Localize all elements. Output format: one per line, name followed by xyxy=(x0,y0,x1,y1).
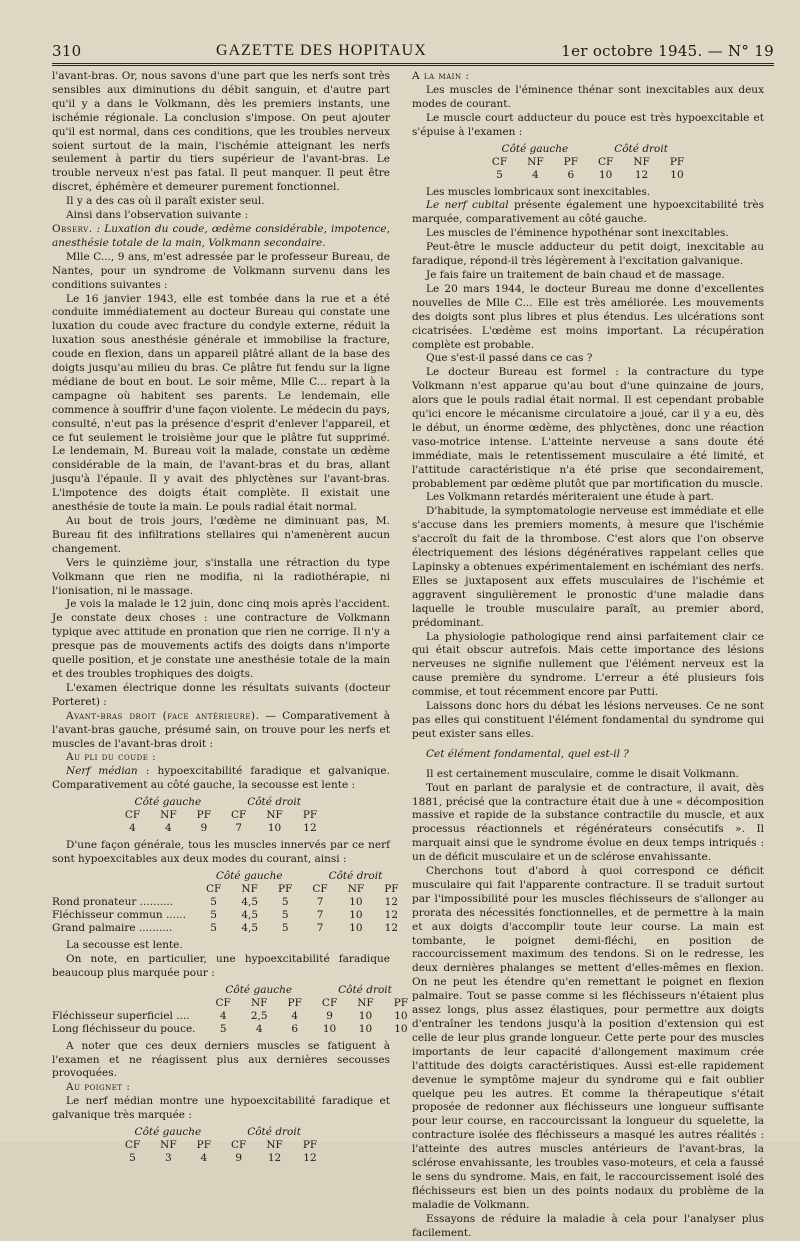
cell: 5 xyxy=(281,921,289,934)
cell: 4 xyxy=(200,1152,208,1165)
cell: 12 xyxy=(384,921,399,934)
paragraph: On note, en particulier, une hypoexcitabilité faradique beaucoup plus marquée pour : xyxy=(52,952,390,979)
col-header: PF xyxy=(384,882,399,895)
col-header: PF xyxy=(563,155,578,168)
side-left: Côté gauche xyxy=(134,1126,202,1139)
cell: 7 xyxy=(235,822,242,835)
paragraph xyxy=(412,199,764,227)
blank-cell xyxy=(52,870,196,883)
section-label: Au poignet : xyxy=(66,1081,131,1094)
paragraph: L'examen électrique donne les résultats suivants (docteur Porteret) : xyxy=(52,681,390,708)
section-label: A la main : xyxy=(412,70,470,82)
paragraph: La physiologie pathologique rend ainsi parfaitement clair ce qui était obscur autrefois. Mais cette importance des lésions nerveuses ne signifie nullement que l'élément nerveux est la cause première du syndrome. L'erreur a été plusieurs fois commise, et tout récemment encore par Putti. xyxy=(412,630,764,699)
cell: 4,5 xyxy=(241,895,259,908)
cell: 10 xyxy=(394,1009,408,1022)
paragraph: Mlle C..., 9 ans, m'est adressée par le professeur Bureau, de Nantes, pour un syndrome de Volkmann survenu dans les conditions suivantes : xyxy=(52,250,390,291)
nerve-name: Le nerf cubital xyxy=(426,199,509,212)
table-row xyxy=(52,896,409,909)
observation-title: : Luxation du coude, œdème considérable, impotence, anesthésie totale de la main, Volkmann secondaire. xyxy=(52,222,390,249)
cell: 5 xyxy=(496,168,503,181)
col-header: PF xyxy=(302,809,318,822)
row-label: Grand palmaire .......... xyxy=(52,921,173,934)
paragraph: Que s'est-il passé dans ce cas ? xyxy=(426,352,593,365)
cell: 5 xyxy=(210,908,217,921)
section-text: — Comparativement à l'avant-bras gauche, présumé sain, on trouve pour les nerfs et muscles de l'avant-bras droit : xyxy=(52,709,390,750)
cell: 4 xyxy=(291,1009,299,1022)
col-header: NF xyxy=(160,1139,177,1152)
col-header: NF xyxy=(633,155,650,168)
paragraph xyxy=(52,765,390,793)
col-header: CF xyxy=(231,809,247,822)
observation-label: Observ. xyxy=(52,222,93,235)
cell: 12 xyxy=(384,895,399,908)
cell: 12 xyxy=(384,908,399,921)
cell: 12 xyxy=(303,1152,317,1165)
observation-heading xyxy=(52,223,390,251)
cell: 6 xyxy=(291,1022,299,1035)
question-heading: Cet élément fondamental, quel est-il ? xyxy=(426,747,629,760)
col-header: NF xyxy=(266,1139,283,1152)
cell: 4 xyxy=(219,1009,227,1022)
page-number: 310 xyxy=(52,42,82,60)
cell: 4,5 xyxy=(241,908,259,921)
paragraph: Cherchons tout d'abord à quoi correspond ce déficit musculaire qui fait l'apparente contracture. Il se traduit surtout par l'impossibilité pour les muscles fléchisseurs de s'allonger au prorata des nécessités fonctionnelles, et de permettre à la main et aux doigts d'accomplir toute leur course. La main est tombante, le poignet demi-fléchi, en position de raccourcissement maximum des tendons. Si on le redresse, les deux dernières phalanges se mettent d'elles-mêmes en flexion. On ne peut les étendre qu'en remettant le poignet en flexion palmaire. Tout se passe comme si les fléchisseurs n'étaient plus assez longs, plus assez élastiques, pour permettre aux doigts d'entraîner les tendons jusqu'à la position d'extension qui est celle de leur plus grande longueur. Cette perte pour des muscles importants de leur capacité d'allongement maximum crée l'attitude des doigts caractéristiques. Aussi est-elle rapidement devenue le symptôme majeur du syndrome qui e fait oublier quelque peu les autres. Et comme la thérapeutique s'était proposée de redonner aux fléchisseurs une longueur suffisante pour leur course, en raccourcissant la longueur du squelette, la contracture isolée des fléchisseurs a masqué les autres réalités : l'atteinte des autres muscles antérieurs de l'avant-bras, la sclérose envahissante, les troubles vaso-moteurs, et cela a faussé le sens du syndrome. Mais, en fait, le raccourcissement isolé des fléchisseurs est bien un des points nodaux du problème de la maladie de Volkmann. xyxy=(412,865,764,1211)
cell: 5 xyxy=(210,921,217,934)
cell: 10 xyxy=(358,1022,373,1035)
col-header: NF xyxy=(527,155,544,168)
row-label: Long fléchisseur du pouce. xyxy=(52,1022,196,1035)
paragraph: Les muscles lombricaux sont inexcitables. xyxy=(426,185,651,198)
paragraph: La secousse est lente. xyxy=(66,938,183,951)
header-rule xyxy=(52,63,774,66)
page-header xyxy=(52,40,774,62)
issue-date: 1er octobre 1945. — N° 19 xyxy=(561,42,774,60)
paragraph: Le 20 mars 1944, le docteur Bureau me donne d'excellentes nouvelles de Mlle C... Elle est très améliorée. Les mouvements des doigts sont plus libres et plus étendus. Les ulcérations sont cicatrisées. L'œdème est moins important. La récupération complète est probable. xyxy=(412,282,764,351)
table-row xyxy=(52,909,409,922)
values-table-1 xyxy=(115,796,327,835)
cell: 10 xyxy=(349,895,363,908)
paragraph: Le muscle court adducteur du pouce est très hypoexcitable et s'épuise à l'examen : xyxy=(412,111,764,138)
values-table-2 xyxy=(52,870,409,935)
cell: 4 xyxy=(165,822,172,835)
table-row xyxy=(52,1010,418,1023)
cell: 12 xyxy=(267,1152,282,1165)
col-header: PF xyxy=(278,882,293,895)
cell: 10 xyxy=(358,1009,373,1022)
col-header: NF xyxy=(266,809,283,822)
side-right: Côté droit xyxy=(338,983,392,996)
section-label: Avant-bras droit (face antérieure). xyxy=(66,709,260,722)
col-header: PF xyxy=(393,996,409,1009)
col-header: CF xyxy=(231,1139,247,1152)
cell: 5 xyxy=(281,895,289,908)
cell: 9 xyxy=(200,822,208,835)
cell: 10 xyxy=(394,1022,408,1035)
cell: 4 xyxy=(532,168,539,181)
paragraph: Le nerf médian montre une hypoexcitabilité faradique et galvanique très marquée : xyxy=(52,1095,390,1122)
cell: 10 xyxy=(349,921,363,934)
left-column xyxy=(52,70,409,1169)
paragraph: Le 16 janvier 1943, elle est tombée dans la rue et a été conduite immédiatement au docteur Bureau qui constate une luxation du coude avec fracture du condyle externe, réduit la luxation sous anesthésie générale et immobilise la fracture, coude en flexion, dans un appareil plâtré allant de la base des doigts jusqu'au milieu du bras. Ce plâtre fut fendu sur la ligne médiane de bout en bout. Le soir même, Mlle C... repart à la campagne où habitent ses parents. Le lendemain, elle commence à souffrir d'une façon violente. Le médecin du pays, consulté, n'eut pas la présence d'esprit d'enlever l'appareil, et ce fut seulement le troisième jour que le plâtre fut supprimé. Le lendemain, M. Bureau voit la malade, constate un œdème considérable de la main, de l'avant-bras et du bras, allant jusqu'à l'épaule. Il y avait des phlyctènes sur l'avant-bras. L'impotence des doigts était complète. Il existait une anesthésie de toute la main. Le pouls radial était normal. xyxy=(52,292,390,514)
paragraph: A noter que ces deux derniers muscles se fatiguent à l'examen et ne réagissent plus aux dernières secousses provoquées. xyxy=(52,1039,390,1080)
paragraph: Essayons de réduire la maladie à cela pour l'analyser plus facilement. xyxy=(412,1212,764,1239)
side-right: Côté droit xyxy=(328,869,383,882)
cell: 7 xyxy=(316,895,324,908)
cell: 7 xyxy=(316,921,324,934)
cell: 5 xyxy=(281,908,289,921)
cell: 10 xyxy=(670,168,684,181)
cell: 10 xyxy=(349,908,363,921)
col-header: PF xyxy=(196,1139,211,1152)
col-header: NF xyxy=(347,882,365,895)
cell: 10 xyxy=(267,822,282,835)
paragraph: Les Volkmann retardés mériteraient une étude à part. xyxy=(426,491,714,504)
section-label: Au pli du coude : xyxy=(66,751,157,764)
cell: 4,5 xyxy=(241,921,259,934)
paragraph: Tout en parlant de paralysie et de contracture, il avait, dès 1881, précisé que la contracture était due à une « décomposition massive et rapide de la substance contractile du muscle, et aux processus réactionnels et régénérateurs consécutifs ». Il marquait ainsi que le syndrome évolue en deux temps intriqués : un de déficit musculaire et un de sclérose envahissante. xyxy=(412,781,764,864)
cell: 6 xyxy=(567,168,575,181)
journal-title: GAZETTE DES HOPITAUX xyxy=(216,42,427,59)
paragraph: Il y a des cas où il paraît exister seul. xyxy=(66,195,265,208)
row-label: Fléchisseur commun ...... xyxy=(52,908,186,921)
col-header: CF xyxy=(312,882,328,895)
table-row xyxy=(52,922,409,935)
paragraph: D'une façon générale, tous les muscles innervés par ce nerf sont hypoexcitables aux deux modes du courant, ainsi : xyxy=(52,839,390,866)
cell: 9 xyxy=(235,1152,242,1165)
cell: 2,5 xyxy=(250,1009,268,1022)
paragraph: Les muscles de l'éminence hypothénar sont inexcitables. xyxy=(426,227,729,240)
col-header: CF xyxy=(321,996,338,1009)
paragraph: Il est certainement musculaire, comme le disait Volkmann. xyxy=(426,767,740,780)
cell: 5 xyxy=(210,895,217,908)
cell: 5 xyxy=(219,1022,227,1035)
cell: 7 xyxy=(316,908,324,921)
cell: 10 xyxy=(598,168,613,181)
row-label: Rond pronateur .......... xyxy=(52,895,174,908)
side-left: Côté gauche xyxy=(215,869,283,882)
paragraph: Vers le quinzième jour, s'installa une rétraction du type Volkmann que rien ne modifia, ni la radiothérapie, ni l'ionisation, ni le massage. xyxy=(52,556,390,597)
right-column xyxy=(412,70,764,1241)
cell: 9 xyxy=(326,1009,333,1022)
paragraph: Le docteur Bureau est formel : la contracture du type Volkmann n'est apparue qu'au bout d'une quinzaine de jours, alors que le pouls radial était normal. Il est cependant probable qu'ici encore le mécanisme circulatoire a joué, car il y a eu, dès le début, un énorme œdème, des phlyctènes, donc une réaction vaso-motrice intense. L'atteinte nerveuse a sans doute été immédiate, mais le retentissement musculaire a été limité, et l'attitude caractéristique n'a été prise que secondairement, probablement par œdème plutôt que par mortification du muscle. xyxy=(412,366,764,490)
side-left: Côté gauche xyxy=(225,983,293,996)
col-header: NF xyxy=(241,882,258,895)
side-right: Côté droit xyxy=(247,1126,301,1139)
cell: 3 xyxy=(165,1152,172,1165)
col-header: CF xyxy=(205,882,222,895)
values-table-4 xyxy=(115,1126,327,1165)
nerve-name: Nerf médian xyxy=(66,765,138,778)
blank-cell xyxy=(52,984,206,997)
blank-cell xyxy=(52,997,206,1010)
cell: 10 xyxy=(322,1022,337,1035)
side-right: Côté droit xyxy=(614,142,668,155)
col-header: CF xyxy=(215,996,231,1009)
col-header: PF xyxy=(302,1139,318,1152)
col-header: CF xyxy=(598,155,614,168)
col-header: CF xyxy=(124,809,141,822)
cell: 12 xyxy=(634,168,649,181)
cell: 5 xyxy=(129,1152,136,1165)
cell: 4 xyxy=(129,822,136,835)
cell: 12 xyxy=(303,822,317,835)
cell: 4 xyxy=(255,1022,263,1035)
side-left: Côté gauche xyxy=(501,142,569,155)
paragraph-text: : hypoexcitabilité faradique et galvanique. Comparativement au côté gauche, la secousse est lente : xyxy=(52,765,390,792)
col-header: PF xyxy=(196,809,211,822)
paragraph: Au bout de trois jours, l'œdème ne diminuant pas, M. Bureau fit des infiltrations stellaires qui n'amenèrent aucun changement. xyxy=(52,515,390,555)
paragraph: Je fais faire un traitement de bain chaud et de massage. xyxy=(426,268,725,281)
paragraph: Laissons donc hors du débat les lésions nerveuses. Ce ne sont pas elles qui constituent l'élément fondamental du syndrome qui peut exister sans elles. xyxy=(412,700,764,740)
blank-cell xyxy=(52,883,196,896)
side-right: Côté droit xyxy=(247,796,301,809)
values-table-3 xyxy=(52,984,418,1036)
values-table-5 xyxy=(482,143,694,182)
col-header: PF xyxy=(287,996,302,1009)
paragraph: l'avant-bras. Or, nous savons d'une part que les nerfs sont très sensibles aux diminutions du débit sanguin, et d'autre part qu'il y a dans le Volkmann, dès les premiers instants, une ischémie régionale. La conclusion s'impose. On peut ajouter qu'il est normal, dans ces conditions, que les troubles nerveux soient surtout de la main, l'ischémie atteignant les nerfs seulement à partir du tiers supérieur de l'avant-bras. Le trouble nerveux n'est pas fatal. Il peut manquer. Il peut être discret, éphémère et demeurer purement fonctionnel. xyxy=(52,70,390,194)
table-row xyxy=(52,1023,418,1036)
paragraph: Les muscles de l'éminence thénar sont inexcitables aux deux modes de courant. xyxy=(412,83,764,110)
col-header: PF xyxy=(669,155,685,168)
section-heading xyxy=(52,710,390,752)
col-header: NF xyxy=(160,809,177,822)
paragraph: D'habitude, la symptomatologie nerveuse est immédiate et elle s'accuse dans les premiers moments, à mesure que l'ischémie s'accroît du fait de la thrombose. C'est alors que l'on observe électriquement des lésions dégénératives rappelant celles que Lapinsky a obtenues expérimentalement en ischémiant des nerfs. Elles se juxtaposent aux effets musculaires de l'ischémie et aggravent singulièrement le pronostic d'une maladie dans laquelle le trouble musculaire paraît, au premier abord, prédominant. xyxy=(412,505,764,629)
paragraph: Peut-être le muscle adducteur du petit doigt, inexcitable au faradique, répond-il très légèrement à l'excitation galvanique. xyxy=(412,241,764,268)
row-label: Fléchisseur superficiel .... xyxy=(52,1009,190,1022)
paragraph-text: présente également une hypoexcitabilité très marquée, comparativement au côté gauche. xyxy=(412,199,764,226)
col-header: CF xyxy=(124,1139,141,1152)
col-header: NF xyxy=(250,996,268,1009)
col-header: NF xyxy=(357,996,374,1009)
paragraph: Ainsi dans l'observation suivante : xyxy=(66,209,249,222)
side-left: Côté gauche xyxy=(134,796,202,809)
paragraph: Je vois la malade le 12 juin, donc cinq mois après l'accident. Je constate deux choses : une contracture de Volkmann typique avec attitude en pronation que rien ne corrige. Il n'y a presque pas de mouvements actifs des doigts dans n'importe quelle position, et je constate une anesthésie totale de la main et des troubles trophiques des doigts. xyxy=(52,598,390,680)
col-header: CF xyxy=(491,155,508,168)
